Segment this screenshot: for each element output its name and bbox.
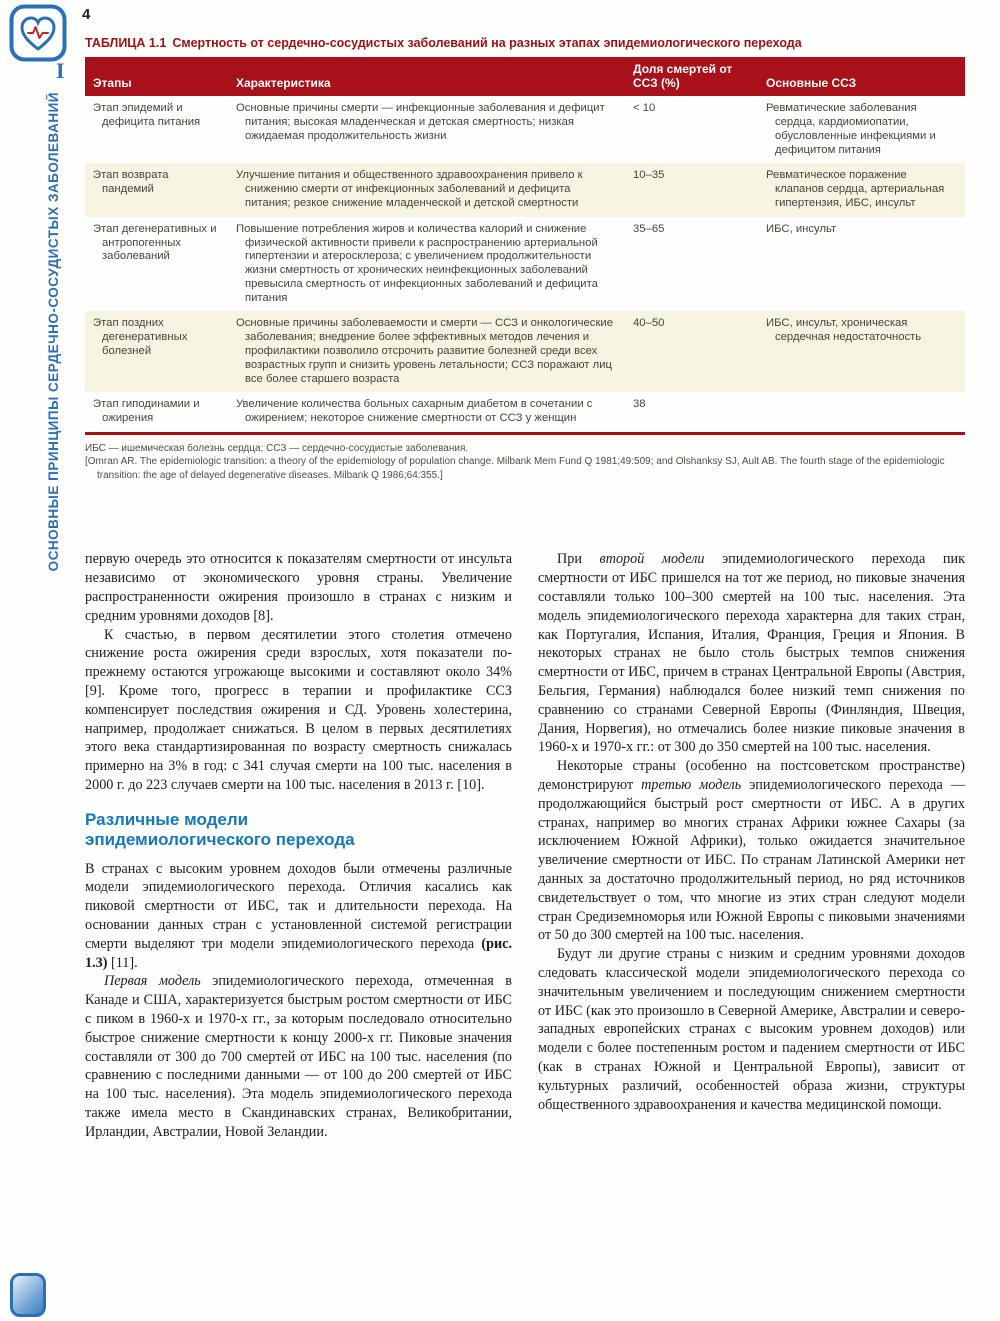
paragraph: Первая модель эпидемиологического перехода, отмеченная в Канаде и США, характеризуется быстрым ростом смертности от ИБС с пиком в 1960-х и 1970-х гг., за которым последовало относительно быстрое снижение смертности к концу 2000-х гг. Пиковые значения составляли от 300 до 700 смертей от ИБС на 100 тыс. населения (по сравнению с последними данными — от 100 до 200 смертей от ИБС на 100 тыс. населения). Эта модель эпидемиологического перехода также имела место в Скандинавских странах, Великобритании, Ирландии, Австралии, Новой Зеландии. (85, 973, 512, 1140)
mortality-table (85, 57, 965, 435)
table-title: Смертность от сердечно-сосудистых заболеваний на разных этапах эпидемиологического перехода (172, 36, 802, 50)
characteristic-cell: Улучшение питания и общественного здравоохранения привело к снижению смерти от инфекционных заболеваний и дефицита питания; резкое снижение младенческой и детской смертности (228, 163, 625, 216)
characteristic-cell: Основные причины заболеваемости и смерти — ССЗ и онкологические заболевания; внедрение более эффективных методов лечения и профилактики позволило отсрочить развитие болезней среди всех возрастных групп и снизить уровень летальности; ССЗ поражают лиц все более старшего возраста (228, 311, 625, 392)
characteristic-cell: Повышение потребления жиров и количества калорий и снижение физической активности привели к распространению артериальной гипертензии и атеросклероза; с увеличением продолжительности жизни смертность от хронических неинфекционных заболеваний превысила смертность от инфекционных заболеваний и дефицита питания (236, 222, 598, 304)
body-columns (85, 550, 965, 1141)
table-caption (85, 36, 965, 51)
table-footnotes (85, 442, 965, 483)
table-header-row (85, 57, 965, 96)
paragraph: первую очередь это относится к показателям смертности от инсульта независимо от экономического уровня страны. Увеличение распространенности ожирения произошло в странах с низким и средним уровнями доходов [8]. (85, 551, 512, 624)
table-row (85, 217, 965, 312)
chapter-sidebar-title: ОСНОВНЫЕ ПРИНЦИПЫ СЕРДЕЧНО-СОСУДИСТЫХ ЗАБОЛЕВАНИЙ (46, 92, 61, 572)
stage-cell: Этап поздних дегенеративных болезней (85, 311, 228, 392)
main-content (85, 36, 965, 1142)
main-cvd-cell: Ревматические заболевания сердца, кардиомиопатии, обусловленные инфекциями и дефицитом питания (766, 102, 936, 156)
column-header-main-cvd: Основные ССЗ (758, 57, 965, 96)
main-cvd-cell: Ревматическое поражение клапанов сердца, артериальная гипертензия, ИБС, инсульт (758, 163, 965, 216)
table-row (85, 96, 965, 163)
column-header-cvd-death-share: Доля смертей от ССЗ (%) (625, 57, 758, 96)
table-row (85, 163, 965, 216)
column-header-characteristic: Характеристика (228, 57, 625, 96)
characteristic-cell: Увеличение количества больных сахарным диабетом в сочетании с ожирением; некоторое снижение смертности от ССЗ у женщин (236, 398, 593, 425)
share-cell: 38 (633, 398, 646, 411)
main-cvd-cell (758, 392, 965, 433)
paragraph: В странах с высоким уровнем доходов были отмечены различные модели эпидемиологического перехода. Отличия касались как пиковой смертности от ИБС, так и длительности перехода. На основании данных стран с установленной системой регистрации смерти выделяют три модели эпидемиологического перехода (рис. 1.3) [11]. (85, 860, 512, 971)
table-row (85, 311, 965, 392)
stage-cell: Этап эпидемий и дефицита питания (93, 102, 201, 129)
table-row (85, 392, 965, 433)
section-heading: Различные модели эпидемиологического перехода (85, 809, 355, 850)
paragraph: К счастью, в первом десятилетии этого столетия отмечено снижение роста ожирения среди взрослых, хотя показатели по-прежнему остаются угрожающе высокими и составляют около 34% [9]. Кроме того, прогресс в терапии и профилактике ССЗ компенсирует последствия ожирения и СД. Уровень холестерина, например, продолжает снижаться. В целом в первых десятилетиях этого века стандартизированная по возрасту смертность снижалась примерно на 3% в год: с 341 случая смерти на 100 тыс. населения в 2000 г. до 223 случаев смерти на 100 тыс. населения в 2013 г. [10]. (85, 626, 512, 793)
left-column (85, 550, 512, 1141)
share-cell: < 10 (633, 102, 656, 115)
page-number: 4 (82, 6, 91, 23)
share-cell: 10–35 (625, 163, 758, 216)
footnote-source: [Omran AR. The epidemiologic transition: a theory of the epidemiology of population change. Milbank Mem Fund Q 1981;49:509; and Olshanksy SJ, Ault AB. The fourth stage of the epidemiologic transition: the age of delayed degenerative diseases. Milbank Q 1986;64:355.] (85, 456, 945, 481)
column-header-stages: Этапы (85, 57, 228, 96)
page-corner-decoration (10, 1273, 46, 1317)
part-number-label: I (56, 58, 65, 83)
main-cvd-cell: ИБС, инсульт (766, 222, 837, 235)
paragraph: Некоторые страны (особенно на постсоветском пространстве) демонстрируют третью модель эпидемиологического перехода — продолжающийся быстрый рост смертности от ИБС. А в других странах, например во многих странах Африки южнее Сахары (за исключением Южной Африки), только ожидается значительное увеличение смертности от ИБС. По странам Латинской Америки нет данных за достаточно продолжительный период, но ряд источников свидетельствует о том, что многие из этих стран следуют модели стран Средиземноморья или Южной Европы с пиковыми значениями от 50 до 300 смертей на 100 тыс. населения. (538, 758, 966, 944)
stage-cell: Этап дегенеративных и антропогенных заболеваний (93, 222, 217, 263)
table-label: ТАБЛИЦА 1.1 (85, 36, 167, 50)
right-column (538, 550, 965, 1141)
share-cell: 35–65 (633, 222, 665, 235)
book-logo (9, 4, 67, 62)
paragraph: Будут ли другие страны с низким и средним уровнями доходов следовать классической модели эпидемиологического перехода со значительным увеличением и последующим снижением смертности от ИБС (как это произошло в Северной Америке, Австралии и северо-западных европейских странах с высоким уровнем доходов) или модели с более постепенным ростом и падением смертности от ИБС (как в странах Южной и Центральной Европы), зависит от культурных различий, особенностей образа жизни, структуры общественного здравоохранения и качества медицинской помощи. (538, 946, 965, 1113)
paragraph: При второй модели эпидемиологического перехода пик смертности от ИБС пришелся на тот же период, но пиковые значения составляли только 100–300 смертей на 100 тыс. населения. Эта модель эпидемиологического перехода характерна для таких стран, как Португалия, Испания, Италия, Франция, Греция и Япония. В некоторых странах не было столь быстрых темпов снижения смертности от ИБС, причем в странах Центральной Европы (Австрия, Бельгия, Германия) наблюдался более низкий темп снижения по сравнению со странами Северной Европы (Финляндия, Швеция, Дания, Норвегия), но отмечались более низкие пиковые значения в 1960-х и 1970-х гг.: от 300 до 350 смертей на 100 тыс. населения. (538, 551, 965, 756)
main-cvd-cell: ИБС, инсульт, хроническая сердечная недостаточность (758, 311, 965, 392)
heart-ecg-icon (9, 4, 67, 62)
share-cell: 40–50 (625, 311, 758, 392)
stage-cell: Этап возврата пандемий (85, 163, 228, 216)
footnote-abbreviations: ИБС — ишемическая болезнь сердца; ССЗ — сердечно-сосудистые заболевания. (85, 442, 469, 454)
characteristic-cell: Основные причины смерти — инфекционные заболевания и дефицит питания; высокая младенческая и детская смертность; низкая ожидаемая продолжительность жизни (236, 102, 605, 142)
stage-cell: Этап гиподинамии и ожирения (93, 398, 200, 425)
